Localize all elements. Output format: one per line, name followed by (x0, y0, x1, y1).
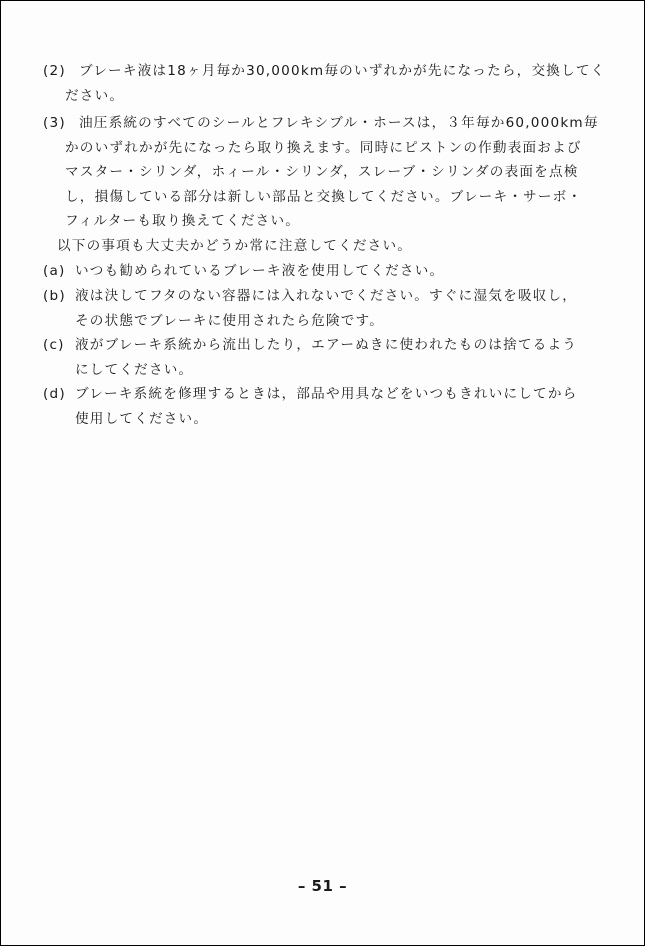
subitem-b-text-1: 液は決してフタのない容器には入れないでください。すぐに湿気を吸収し， (75, 288, 578, 304)
subitem-b-line-2 (43, 309, 618, 334)
page-number: – 51 – (297, 877, 348, 895)
item-2-line-1 (43, 59, 618, 84)
caution-note-text: 以下の事項も大丈夫かどうか常に注意してください。 (57, 238, 413, 254)
subitem-c-text-2: にしてください。 (75, 361, 194, 378)
subitem-b-text-2: その状態でブレーキに使用されたら危険です。 (75, 312, 385, 329)
subitem-c (43, 333, 618, 382)
subitem-a-label: (a) (43, 263, 66, 279)
item-3-line-1 (43, 111, 618, 136)
item-2-text-1: ブレーキ液は18ヶ月毎か30,000km毎のいずれかが先になったら，交換してく (79, 63, 606, 79)
item-3-text-5: フィルターも取り換えてください。 (65, 213, 301, 230)
item-3-label: (3) (43, 115, 66, 131)
item-3-line-4 (43, 185, 618, 210)
subitem-d (43, 382, 618, 431)
subitem-a-text-1: いつも勧められているブレーキ液を使用してください。 (75, 263, 445, 279)
item-2-line-2 (43, 84, 618, 109)
subitem-c-line-2 (43, 358, 618, 383)
item-2-text-2: ださい。 (65, 87, 125, 104)
subitem-b-line-1 (43, 284, 618, 309)
subitem-c-text-1: 液がブレーキ系統から流出したり，エアーぬきに使われたものは捨てるよう (75, 337, 578, 353)
subitem-d-line-1 (43, 382, 618, 407)
item-3-line-2 (43, 136, 618, 161)
subitem-a-line-1 (43, 259, 618, 284)
subitem-a (43, 259, 618, 284)
subitem-d-text-2: 使用してください。 (75, 410, 209, 427)
item-3-text-2: かのいずれかが先になったら取り換えます。同時にピストンの作動表面および (65, 139, 582, 156)
item-3 (43, 111, 618, 234)
item-3-line-3 (43, 160, 618, 185)
subitem-c-line-1 (43, 333, 618, 358)
item-2 (43, 59, 618, 108)
subitem-d-text-1: ブレーキ系統を修理するときは，部品や用具などをいつもきれいにしてから (75, 386, 578, 402)
item-3-text-1: 油圧系統のすべてのシールとフレキシブル・ホースは，３年毎か60,000km毎 (79, 115, 599, 131)
subitem-c-label: (c) (43, 337, 65, 353)
subitem-b-label: (b) (43, 288, 66, 304)
subitem-b (43, 284, 618, 333)
caution-note (43, 234, 618, 259)
item-3-text-3: マスター・シリンダ，ホィール・シリンダ，スレーブ・シリンダの表面を点検 (65, 164, 579, 181)
subitem-d-line-2 (43, 407, 618, 432)
item-3-line-5 (43, 209, 618, 234)
item-3-text-4: し，損傷している部分は新しい部品と交換してください。ブレーキ・サーボ・ (65, 188, 583, 205)
item-2-label: (2) (43, 63, 66, 79)
subitem-d-label: (d) (43, 386, 66, 402)
